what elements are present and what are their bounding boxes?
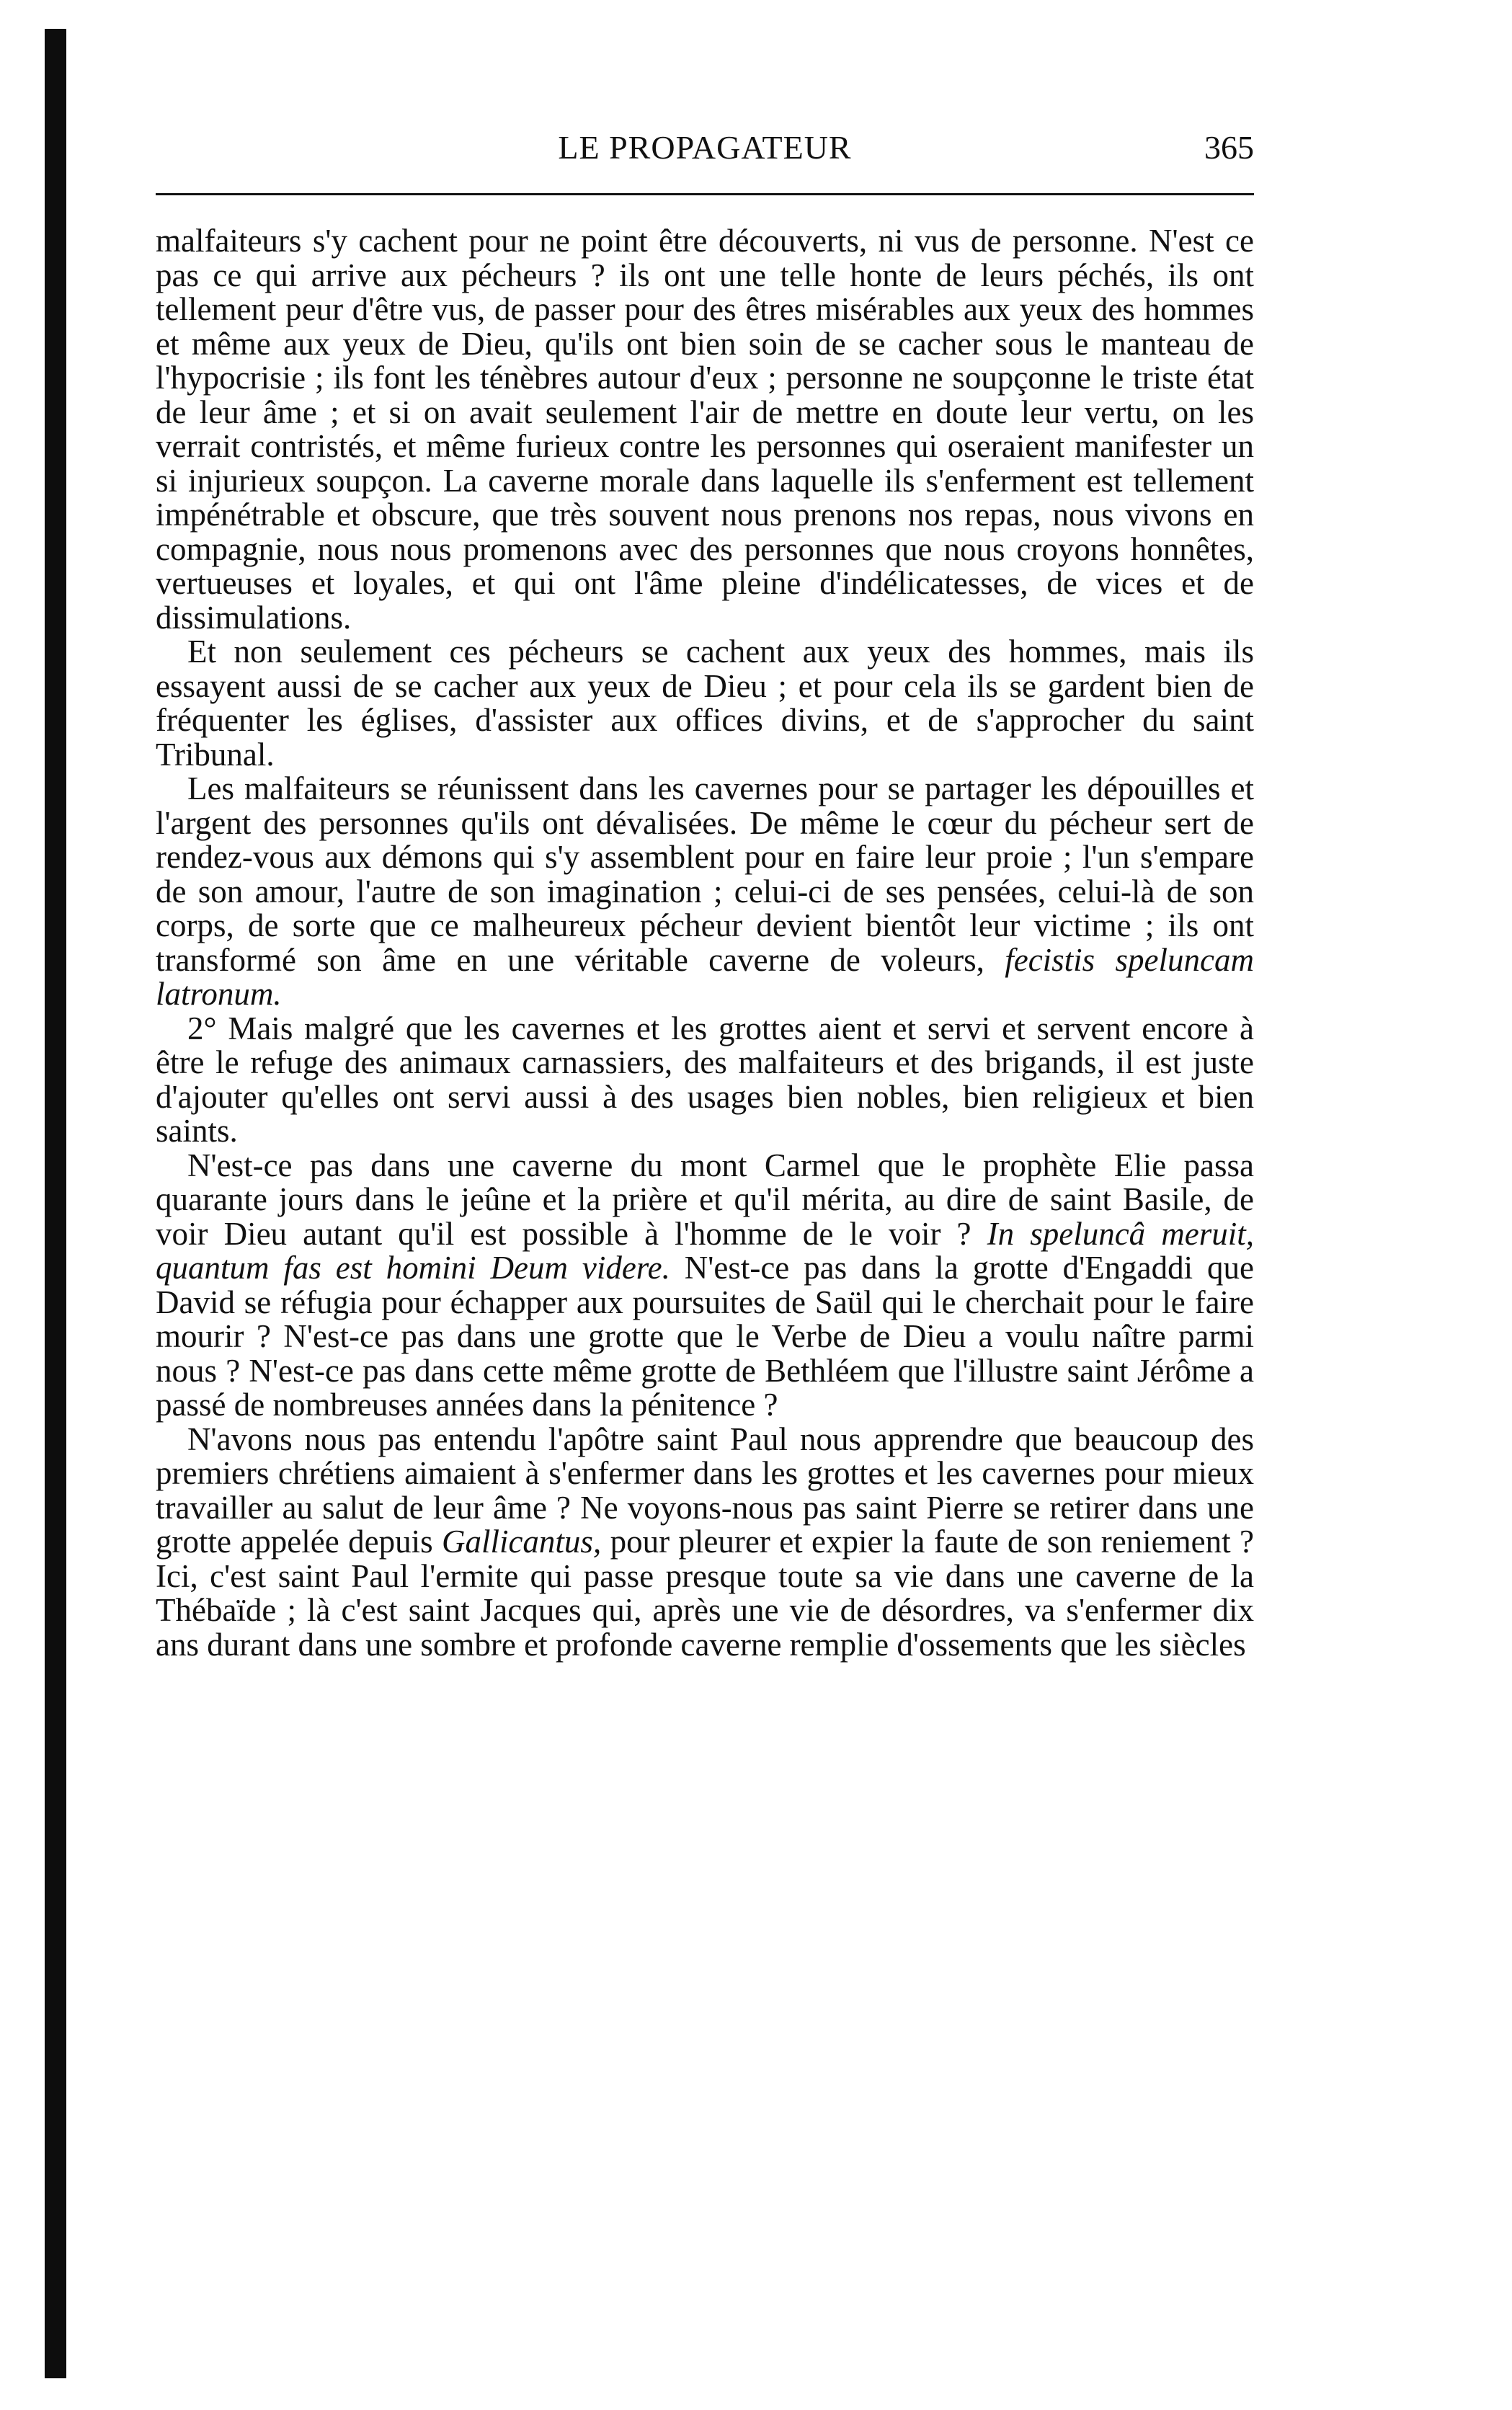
running-header: [156, 128, 1254, 179]
paragraph-4-text: 2° Mais malgré que les cavernes et les grottes aient et servi et servent encore à être le refuge des animaux carnassiers, des malfaiteurs et des brigands, il est juste d'ajouter qu'elles ont servi aussi à des usages bien nobles, bien religieux et bien saints.: [156, 1010, 1254, 1149]
paragraph-2: [156, 635, 1254, 772]
paragraph-6: [156, 1420, 1254, 1663]
book-spine-shadow: [45, 29, 66, 2378]
paragraph-3-text: Les malfaiteurs se réunissent dans les cavernes pour se partager les dépouilles et l'argent des personnes qu'ils ont dévalisées. De même le cœur du pécheur sert de rendez-vous aux démons qui s'y assemblent pour en faire leur proie ; l'un s'empare de son amour, l'autre de son imagination ; celui-ci de ses pensées, celui-là de son corps, de sorte que ce malheureux pécheur devient bientôt leur victime ; ils ont transformé son âme en une véritable caverne de voleurs,: [156, 770, 1254, 978]
paragraph-6-text-b: pour pleurer et expier la faute de son reniement ? Ici, c'est saint Paul l'ermite qui passe presque toute sa vie dans une caverne de la Thébaïde ; là c'est saint Jacques qui, après une vie de désordres, va s'enfermer dix ans durant dans une sombre et profonde caverne remplie d'ossements que les siècles: [156, 1524, 1254, 1663]
paragraph-4: [156, 1012, 1254, 1149]
paragraph-5-text-b: N'est-ce pas dans la grotte d'Engaddi que David se réfugia pour échapper aux poursuites de Saül qui le cherchait pour le faire mourir ? N'est-ce pas dans une grotte que le Verbe de Dieu a voulu naître parmi nous ? N'est-ce pas dans cette même grotte de Bethléem que l'illustre saint Jérôme a passé de nombreuses années dans la pénitence ?: [156, 1250, 1254, 1423]
latin-quote-in-spelunca: In speluncâ meruit, quantum fas est homini Deum videre.: [156, 1215, 1254, 1286]
body-text: [156, 224, 1254, 1662]
book-page: [156, 128, 1254, 1662]
latin-name-gallicantus: Gallicantus,: [441, 1524, 602, 1560]
paragraph-3: [156, 772, 1254, 1012]
paragraph-5: [156, 1149, 1254, 1423]
paragraph-1-text: malfaiteurs s'y cachent pour ne point être découverts, ni vus de personne. N'est ce pas ce qui arrive aux pécheurs ? ils ont une telle honte de leurs péchés, ils ont tellement peur d'être vus, de passer pour des êtres misérables aux yeux des hommes et même aux yeux de Dieu, qu'ils ont bien soin de se cacher sous le manteau de l'hypocrisie ; ils font les ténèbres autour d'eux ; personne ne soupçonne le triste état de leur âme ; et si on avait seulement l'air de mettre en doute leur vertu, on les verrait contristés, et même furieux contre les personnes qui oseraient manifester un si injurieux soupçon. La caverne morale dans laquelle ils s'enferment est tellement impénétrable et obscure, que très souvent nous prenons nos repas, nous vivons en compagnie, nous nous promenons avec des personnes que nous croyons honnêtes, vertueuses et loyales, et qui ont l'âme pleine d'indélicatesses, de vices et de dissimulations.: [156, 223, 1254, 636]
header-rule: [156, 193, 1254, 195]
latin-quote-fecistis: fecistis speluncam latronum.: [156, 941, 1254, 1012]
paragraph-5-text-a: N'est-ce pas dans une caverne du mont Carmel que le prophète Elie passa quarante jours dans le jeûne et la prière et qu'il mérita, au dire de saint Basile, de voir Dieu autant qu'il est possible à l'homme de le voir ?: [156, 1147, 1254, 1252]
paragraph-1: [156, 224, 1254, 635]
paragraph-2-text: Et non seulement ces pécheurs se cachent aux yeux des hommes, mais ils essayent aussi de se cacher aux yeux de Dieu ; et pour cela ils se gardent bien de fréquenter les églises, d'assister aux offices divins, et de s'approcher du saint Tribunal.: [156, 633, 1254, 773]
running-title: LE PROPAGATEUR: [558, 129, 852, 166]
paragraph-6-text-a: N'avons nous pas entendu l'apôtre saint Paul nous apprendre que beaucoup des premiers chrétiens aimaient à s'enfermer dans les grottes et les cavernes pour mieux travailler au salut de leur âme ? Ne voyons-nous pas saint Pierre se retirer dans une grotte appelée depuis: [156, 1420, 1254, 1560]
page-number: 365: [1204, 129, 1254, 166]
